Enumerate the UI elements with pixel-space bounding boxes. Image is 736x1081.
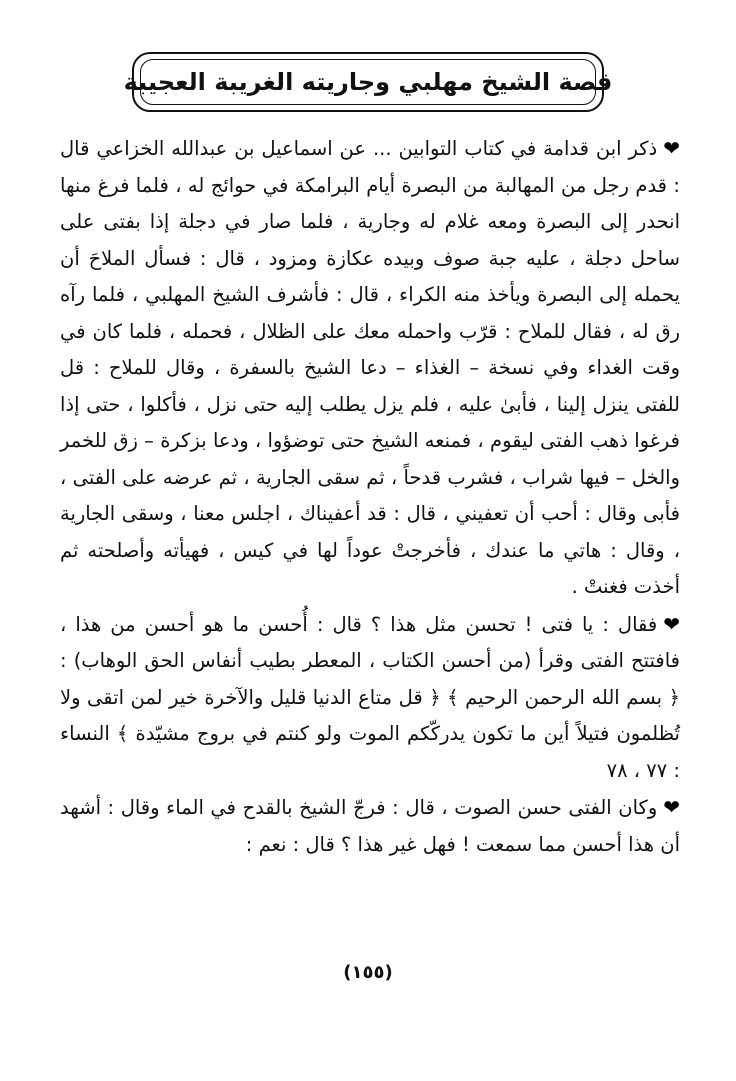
paragraph-3-text: وكان الفتى حسن الصوت ، قال : فرجّ الشيخ بالقدح في الماء وقال : أشهد أن هذا أحسن مما سمعت ! فهل غير هذا ؟ قال : نعم :	[60, 796, 680, 856]
heart-icon: ❤	[663, 136, 680, 160]
paragraph-2	[60, 606, 680, 790]
title-inner-border	[123, 59, 613, 105]
title-frame	[123, 52, 613, 112]
page-number: (١٥٥)	[343, 962, 393, 983]
paragraph-1-text: ذكر ابن قدامة في كتاب التوابين ... عن اسماعيل بن عبدالله الخزاعي قال : قدم رجل من المهالبة من البصرة أيام البرامكة في حوائج له ، فلما فرغ منها انحدر إلى البصرة ومعه غلام له وجارية ، فلما صار في دجلة إذا بفتى على ساحل دجلة ، عليه جبة صوف وبيده عكازة ومزود ، قال : فسأل الملاحَ أن يحمله إلى البصرة ويأخذ منه الكراء ، قال : فأشرف الشيخ المهلبي ، فلما رآه رق له ، فقال للملاح : قرّب واحمله معك على الظلال ، فحمله ، فلما كان في وقت الغداء وفي نسخة – الغذاء – دعا الشيخ بالسفرة ، وقال للملاح : قل للفتى ينزل إلينا ، فأبىٰ عليه ، فلم يزل يطلب إليه حتى نزل ، فأكلوا ، حتى إذا فرغوا ذهب الفتى ليقوم ، فمنعه الشيخ حتى توضؤوا ، ودعا بزكرة – زق للخمر والخل – فيها شراب ، فشرب قدحاً ، ثم سقى الجارية ، ثم عرضه على الفتى ، فأبى وقال : أحب أن تعفيني ، قال : قد أعفيناك ، اجلس معنا ، وسقى الجارية ، وقال : هاتي ما عندك ، فأخرجتْ عوداً لها في كيس ، فهيأته وأصلحته ثم أخذت فغنتْ .	[60, 137, 680, 598]
paragraph-2-text: فقال : يا فتى ! تحسن مثل هذا ؟ قال : أُحسن ما هو أحسن من هذا ، فافتتح الفتى وقرأ (من أحسن الكتاب ، المعطر بطيب أنفاس الحق الوهاب) : ﴿ بسم الله الرحمن الرحيم ﴾ ﴿ قل متاع الدنيا قليل والآخرة خير لمن اتقى ولا تُظلمون فتيلاً أين ما تكون يدركّكم الموت ولو كنتم في بروج مشيّدة ﴾ النساء : ٧٧ ، ٧٨	[60, 612, 680, 782]
body-text	[60, 130, 680, 863]
heart-icon: ❤	[663, 795, 680, 819]
paragraph-3	[60, 789, 680, 863]
heart-icon: ❤	[663, 611, 680, 636]
chapter-title: قصة الشيخ مهلبي وجاريته الغريبة العجيبة	[123, 68, 613, 96]
paragraph-1	[60, 130, 680, 606]
